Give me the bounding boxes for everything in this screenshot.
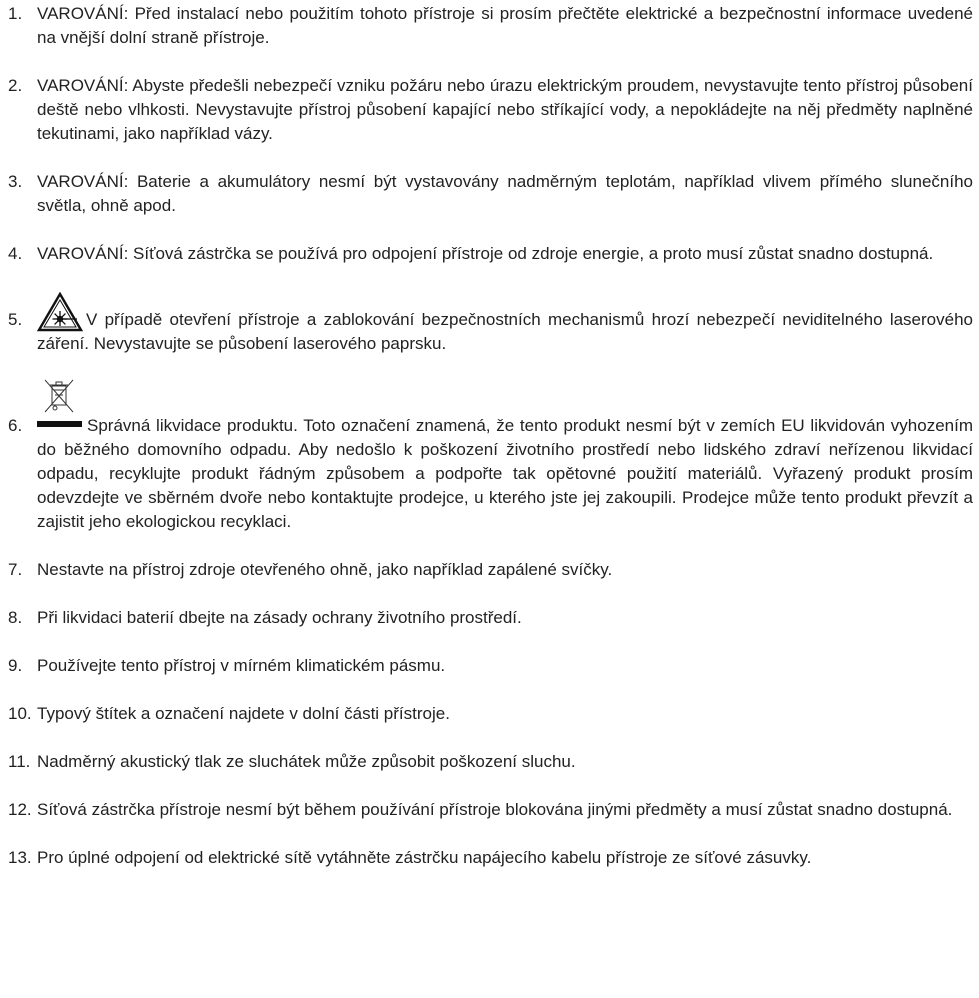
notice-text: Pro úplné odpojení od elektrické sítě vytáhněte zástrčku napájecího kabelu přístroje ze síťové zásuvky. (37, 848, 812, 867)
notice-number: 7. (8, 560, 23, 579)
notice-item-9 (8, 654, 973, 678)
notice-number: 8. (8, 608, 23, 627)
notice-text: Nadměrný akustický tlak ze sluchátek může způsobit poškození sluchu. (37, 752, 576, 771)
notice-item-4 (8, 242, 973, 266)
notice-number: 11. (8, 752, 31, 771)
notice-item-10 (8, 702, 973, 726)
notice-number: 12. (8, 800, 32, 819)
notice-text: Správná likvidace produktu. Toto označení znamená, že tento produkt nesmí být v zemích EU likvidován vyhozením do běžného domovního odpadu. Aby nedošlo k poškození životního prostředí nebo lidského zdraví neřízenou likvidací odpadu, recyklujte produkt řádným způsobem a podpořte tak opětovné použití materiálů. Vyřazený produkt prosím odevzdejte ve sběrném dvoře nebo kontaktujte prodejce, u kterého jste jej zakoupili. Prodejce může tento produkt převzít a zajistit jeho ekologickou recyklaci. (37, 416, 973, 531)
notice-item-7 (8, 558, 973, 582)
safety-notice-list (8, 2, 973, 870)
laser-warning-icon (37, 292, 83, 332)
notice-text: Typový štítek a označení najdete v dolní části přístroje. (37, 704, 450, 723)
notice-item-1 (8, 2, 973, 50)
notice-number: 9. (8, 656, 23, 675)
notice-text: VAROVÁNÍ: Baterie a akumulátory nesmí být vystavovány nadměrným teplotám, například vlivem přímého slunečního světla, ohně apod. (37, 172, 973, 215)
notice-number: 3. (8, 172, 23, 191)
notice-item-3 (8, 170, 973, 218)
notice-item-12 (8, 798, 973, 822)
notice-number: 5. (8, 310, 23, 329)
notice-text: Používejte tento přístroj v mírném klimatickém pásmu. (37, 656, 446, 675)
notice-text: VAROVÁNÍ: Před instalací nebo použitím tohoto přístroje si prosím přečtěte elektrické a bezpečnostní informace uvedené na vnější dolní straně přístroje. (37, 4, 973, 47)
notice-text: Síťová zástrčka přístroje nesmí být během používání přístroje blokována jinými předměty a musí zůstat snadno dostupná. (37, 800, 953, 819)
weee-bar-icon (37, 421, 82, 427)
notice-item-8 (8, 606, 973, 630)
notice-item-13 (8, 846, 973, 870)
notice-number: 4. (8, 244, 23, 263)
notice-number: 13. (8, 848, 32, 867)
notice-item-11 (8, 750, 973, 774)
notice-number: 1. (8, 4, 23, 23)
notice-item-2 (8, 74, 973, 146)
notice-text: Nestavte na přístroj zdroje otevřeného ohně, jako například zapálené svíčky. (37, 560, 613, 579)
notice-text: VAROVÁNÍ: Síťová zástrčka se používá pro odpojení přístroje od zdroje energie, a proto musí zůstat snadno dostupná. (37, 244, 934, 263)
notice-text: V případě otevření přístroje a zablokování bezpečnostních mechanismů hrozí nebezpečí neviditelného laserového záření. Nevystavujte se působení laserového paprsku. (37, 310, 973, 353)
notice-item-6 (8, 378, 973, 534)
notice-text: Při likvidaci baterií dbejte na zásady ochrany životního prostředí. (37, 608, 522, 627)
weee-block (37, 378, 973, 534)
notice-item-5 (8, 292, 973, 356)
notice-text: VAROVÁNÍ: Abyste předešli nebezpečí vzniku požáru nebo úrazu elektrickým proudem, nevystavujte tento přístroj působení deště nebo vlhkosti. Nevystavujte přístroj působení kapající nebo stříkající vody, a nepokládejte na něj předměty naplněné tekutinami, jako například vázy. (37, 76, 973, 143)
notice-number: 6. (8, 416, 23, 435)
notice-number: 10. (8, 704, 32, 723)
weee-crossed-bin-icon (37, 378, 83, 414)
notice-number: 2. (8, 76, 23, 95)
